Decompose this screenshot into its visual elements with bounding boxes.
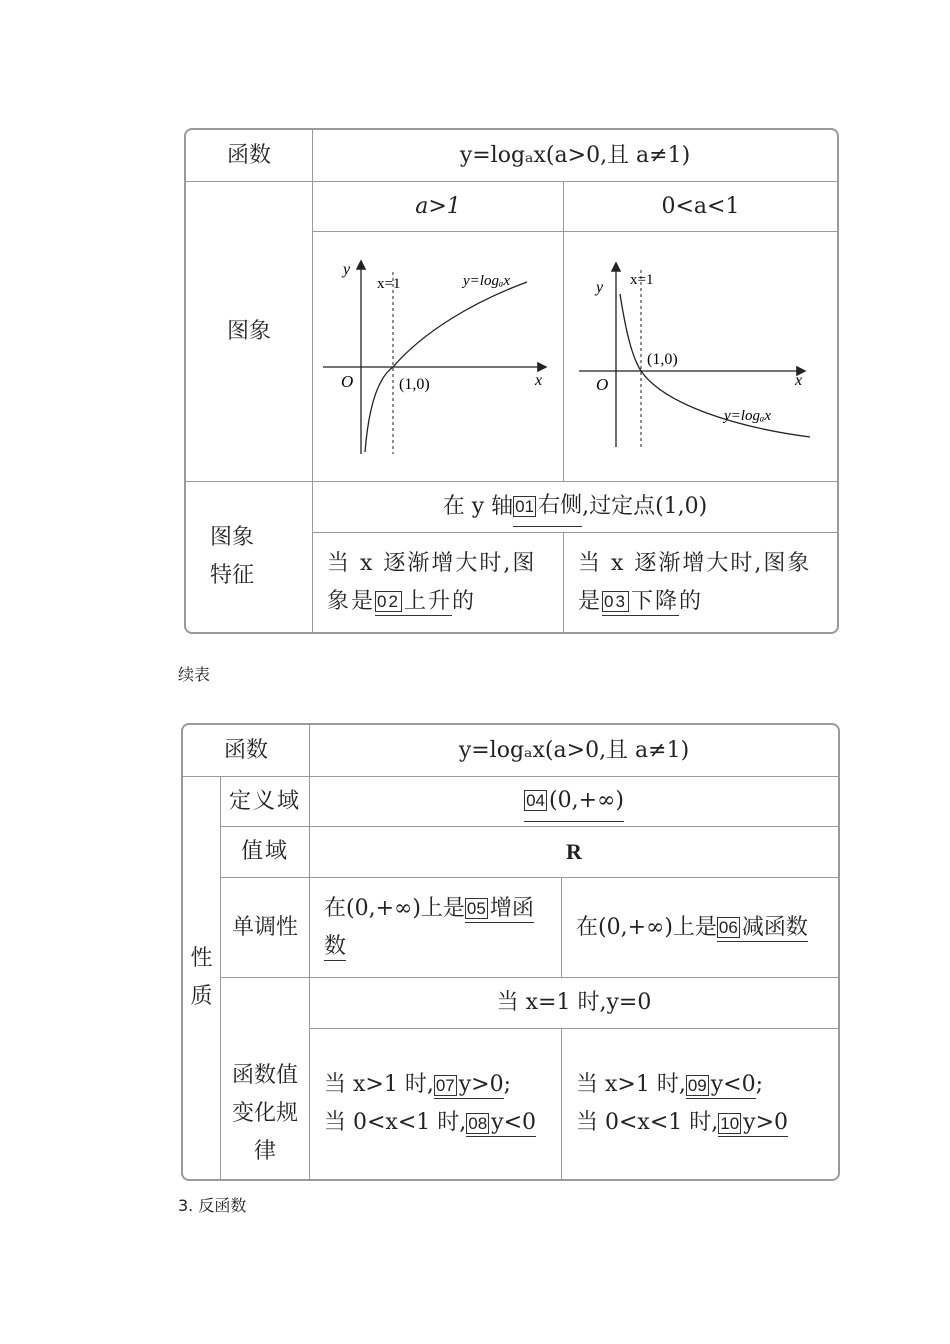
point-label: (1,0) [647, 351, 678, 368]
property-label [183, 777, 220, 1179]
blank-number: 05 [466, 899, 486, 918]
asymptote-label: x=1 [630, 272, 654, 288]
feature-common-prefix: 在 y 轴 [442, 494, 514, 519]
answer-text: 右侧 [538, 493, 583, 518]
range-value: R [566, 839, 582, 864]
function-header-label: 函数 [223, 737, 268, 763]
origin-label: O [596, 375, 609, 394]
col-a-less-1: 0<a<1 [661, 193, 740, 219]
answer-text: y>0 [458, 1072, 504, 1097]
blank-number: 06 [718, 918, 738, 937]
value-change-label [221, 978, 309, 1179]
blank-number: 02 [377, 592, 400, 611]
feature-decreasing [564, 533, 837, 632]
blank-04 [524, 782, 624, 822]
blank-number: 07 [435, 1075, 455, 1095]
value-change-decreasing [562, 1029, 838, 1179]
answer-text: (0,+∞) [549, 787, 624, 813]
vc-left-line1: 当 x>1 时, [324, 1072, 434, 1097]
blank-09 [686, 1072, 756, 1099]
property-label-text: 性质 [190, 946, 213, 1009]
feature-common [313, 482, 837, 532]
graph-increasing-log [313, 232, 563, 481]
function-header-label: 函数 [226, 142, 271, 168]
feature-left-end: 的 [451, 588, 476, 614]
value-change-increasing [310, 1029, 561, 1179]
feature-common-suffix: ,过定点(1,0) [582, 494, 708, 519]
blank-number: 03 [604, 592, 627, 611]
blank-number: 04 [526, 791, 545, 810]
answer-text: y<0 [710, 1072, 756, 1097]
vc-right-line1: 当 x>1 时, [576, 1072, 686, 1097]
answer-text: y<0 [491, 1110, 537, 1135]
feature-left-text: 当 x 逐渐增大时,图象是 [327, 550, 537, 614]
function-definition: y=logₐx(a>0,且 a≠1) [459, 142, 691, 168]
feature-increasing [313, 533, 563, 632]
blank-10 [718, 1110, 788, 1137]
vc-right-line1-end: ; [755, 1072, 764, 1097]
vc-left-line1-end: ; [503, 1072, 512, 1097]
vc-right-line2: 当 0<x<1 时, [576, 1110, 719, 1135]
blank-08 [466, 1110, 536, 1137]
y-axis-label: y [596, 279, 604, 296]
feature-row-label [186, 482, 312, 632]
continue-label: 续表 [178, 665, 211, 684]
monotonic-label: 单调性 [231, 914, 298, 940]
mono-left-text: 在(0,+∞)上是 [324, 895, 465, 921]
feature-right-end: 的 [678, 588, 703, 614]
blank-07 [434, 1072, 504, 1099]
blank-number: 08 [468, 1113, 488, 1133]
mono-right-text: 在(0,+∞)上是 [576, 914, 717, 940]
answer-text: 增函数 [324, 895, 534, 959]
curve-label: y=logₐx [724, 408, 771, 424]
monotonic-increasing [310, 878, 561, 977]
graph-row-label: 图象 [226, 318, 271, 344]
domain-value [310, 777, 838, 826]
common-value: 当 x=1 时,y=0 [496, 990, 652, 1015]
blank-01 [513, 487, 582, 527]
origin-label: O [341, 372, 354, 391]
log-function-table [184, 128, 839, 634]
x-axis-label: x [535, 372, 543, 389]
feature-label-text: 图象特征 [210, 525, 255, 588]
asymptote-label: x=1 [377, 276, 401, 292]
graph-decreasing-log [564, 232, 837, 481]
blank-06 [717, 915, 808, 942]
range-label: 值域 [240, 839, 289, 864]
blank-02 [375, 589, 452, 616]
y-axis-label: y [343, 261, 351, 278]
domain-label: 定义域 [228, 788, 301, 814]
value-change-label-text: 函数值变化规律 [231, 1062, 298, 1164]
feature-right-text: 当 x 逐渐增大时,图象是 [578, 550, 812, 614]
answer-text: 上升 [403, 588, 452, 614]
vc-left-line2: 当 0<x<1 时, [324, 1110, 467, 1135]
function-definition: y=logₐx(a>0,且 a≠1) [458, 737, 690, 763]
log-properties-table [181, 723, 840, 1181]
blank-03 [602, 589, 679, 616]
point-label: (1,0) [399, 376, 430, 393]
blank-number: 01 [515, 496, 535, 516]
answer-text: 下降 [630, 588, 679, 614]
curve-label: y=logₐx [463, 273, 510, 289]
answer-text: 减函数 [741, 914, 808, 940]
monotonic-decreasing [562, 878, 838, 977]
x-axis-label: x [795, 372, 803, 389]
section-heading: 3. 反函数 [178, 1196, 247, 1215]
answer-text: y>0 [743, 1110, 789, 1135]
blank-number: 10 [720, 1113, 740, 1133]
blank-number: 09 [687, 1075, 707, 1095]
col-a-greater-1: a>1 [415, 193, 461, 219]
